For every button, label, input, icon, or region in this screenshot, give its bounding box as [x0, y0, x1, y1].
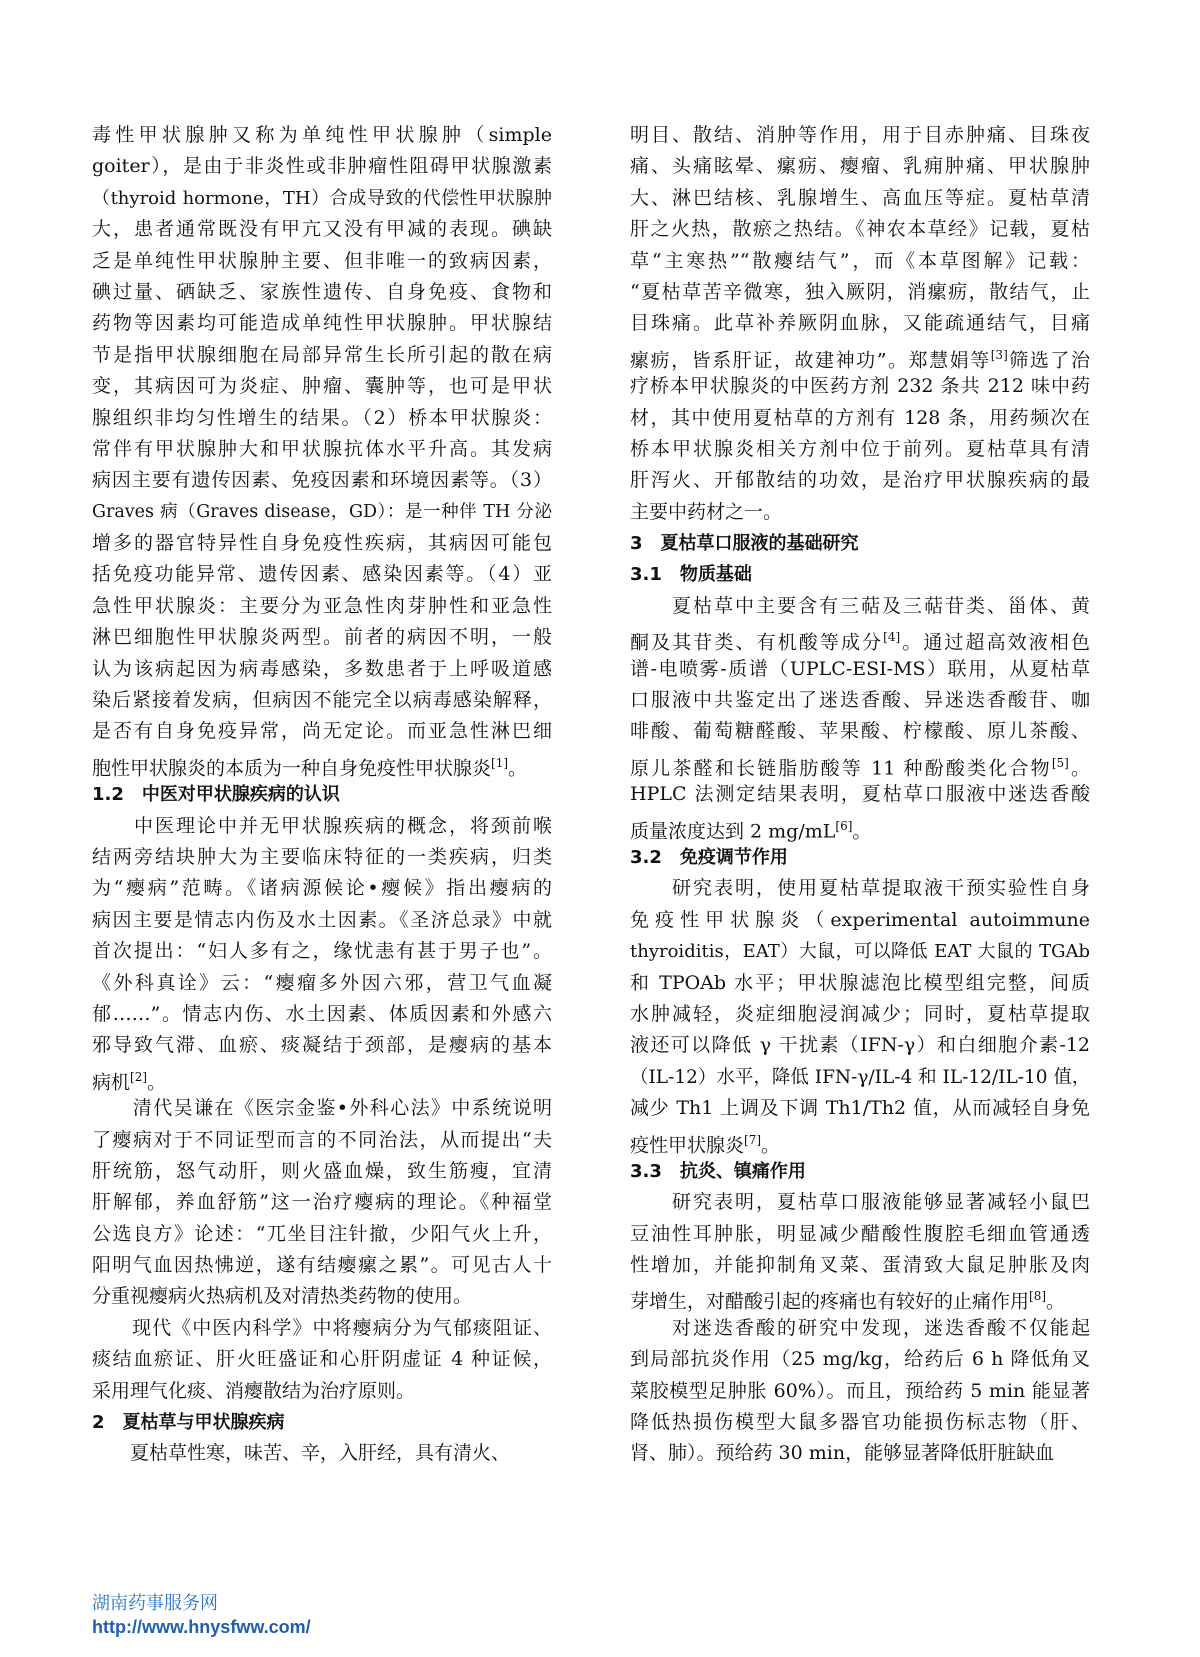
text-line: 材，其中使用夏枯草的方剂有 128 条，用药频次在 — [630, 406, 1090, 429]
text-line: 结两旁结块肿大为主要临床特征的一类疾病，归类 — [92, 845, 552, 868]
left-column — [92, 120, 552, 1470]
text-line: 常伴有甲状腺肿大和甲状腺抗体水平升高。其发病 — [92, 437, 552, 460]
text-line: 肾、肺）。预给药 30 min，能够显著降低肝脏缺血 — [630, 1442, 1055, 1465]
text-line: 肝泻火、开郁散结的功效，是治疗甲状腺疾病的最 — [630, 469, 1090, 492]
text-line: 研究表明，夏枯草口服液能够显著减轻小鼠巴 — [630, 1191, 1090, 1214]
text-line: 痛、头痛眩晕、瘰疬、瘿瘤、乳痈肿痛、甲状腺肿 — [630, 155, 1090, 178]
footer-url-link[interactable]: http://www.hnysfww.com/ — [92, 1617, 311, 1637]
text-line: 腺组织非均匀性增生的结果。（2）桥本甲状腺炎： — [92, 406, 552, 429]
text-line: HPLC 法测定结果表明，夏枯草口服液中迷迭香酸 — [630, 783, 1090, 806]
text-line: 胞性甲状腺炎的本质为一种自身免疫性甲状腺炎[1]。 — [92, 755, 528, 780]
text-line: 病因主要有遗传因素、免疫因素和环境因素等。（3） — [92, 469, 552, 492]
text-line: 降低热损伤模型大鼠多器官功能损伤标志物（肝、 — [630, 1411, 1090, 1434]
text-line: 水肿减轻，炎症细胞浸润减少；同时，夏枯草提取 — [630, 1002, 1090, 1025]
section-heading: 3.3 抗炎、镇痛作用 — [630, 1160, 806, 1182]
text-line: 研究表明，使用夏枯草提取液干预实验性自身 — [630, 877, 1090, 900]
text-line: 减少 Th1 上调及下调 Th1/Th2 值，从而减轻自身免 — [630, 1097, 1090, 1120]
citation-ref: [8] — [1029, 1289, 1047, 1304]
text-line: 增多的器官特异性自身免疫性疾病，其病因可能包 — [92, 532, 552, 555]
text-line: 芽增生，对醋酸引起的疼痛也有较好的止痛作用[8]。 — [630, 1289, 1066, 1313]
text-line: 质量浓度达到 2 mg/mL[6]。 — [630, 818, 872, 842]
text-line: 现代《中医内科学》中将瘿病分为气郁痰阻证、 — [92, 1316, 552, 1339]
text-line: 《外科真诠》云：“瘿瘤多外因六邪，营卫气血凝 — [92, 971, 552, 994]
text-line: 淋巴细胞性甲状腺炎两型。前者的病因不明，一般 — [92, 626, 552, 649]
text-line: Graves 病（Graves disease，GD）：是一种伴 TH 分泌 — [92, 501, 552, 522]
citation-ref: [7] — [744, 1132, 762, 1147]
citation-ref: [2] — [130, 1069, 148, 1084]
text-line: 肝解郁，养血舒筋”这一治疗瘿病的理论。《种福堂 — [92, 1191, 552, 1214]
text-line: 明目、散结、消肿等作用，用于目赤肿痛、目珠夜 — [630, 124, 1090, 146]
text-line: （IL-12）水平，降低 IFN-γ/IL-4 和 IL-12/IL-10 值， — [630, 1066, 1091, 1088]
text-line: 口服液中共鉴定出了迷迭香酸、异迷迭香酸苷、咖 — [630, 689, 1090, 712]
citation-ref: [5] — [1051, 755, 1069, 770]
text-line: 和 TPOAb 水平；甲状腺滤泡比模型组完整，间质 — [630, 971, 1090, 994]
text-line: 公选良方》论述：“兀坐目注针撤，少阳气火上升， — [92, 1222, 552, 1245]
text-line: 采用理气化痰、消瘿散结为治疗原则。 — [92, 1379, 416, 1402]
text-line: 夏枯草性寒，味苦、辛，入肝经，具有清火、 — [92, 1442, 511, 1465]
text-line: 认为该病起因为病毒感染，多数患者于上呼吸道感 — [92, 657, 552, 680]
footer-site-name: 湖南药事服务网 — [92, 1593, 218, 1614]
text-line: 清代吴谦在《医宗金鉴•外科心法》中系统说明 — [92, 1097, 552, 1120]
citation-ref: [4] — [883, 630, 901, 645]
text-line: 啡酸、葡萄糖醛酸、苹果酸、柠檬酸、原儿茶酸、 — [630, 720, 1090, 743]
footer — [92, 1592, 311, 1638]
text-line: 乏是单纯性甲状腺肿主要、但非唯一的致病因素， — [92, 249, 552, 272]
text-line: 疫性甲状腺炎[7]。 — [630, 1132, 781, 1156]
text-line: 谱-电喷雾-质谱（UPLC-ESI-MS）联用，从夏枯草 — [630, 657, 1090, 680]
text-line: 对迷迭香酸的研究中发现，迷迭香酸不仅能起 — [630, 1316, 1090, 1339]
text-line: 免疫性甲状腺炎（experimental autoimmune — [630, 908, 1090, 931]
text-line: 痰结血瘀证、肝火旺盛证和心肝阴虚证 4 种证候， — [92, 1348, 552, 1371]
citation-ref: [1] — [491, 755, 509, 770]
text-line: 邪导致气滞、血瘀、痰凝结于颈部，是瘿病的基本 — [92, 1034, 552, 1057]
text-line: 括免疫功能异常、遗传因素、感染因素等。（4）亚 — [92, 563, 552, 586]
text-line: 是否有自身免疫异常，尚无定论。而亚急性淋巴细 — [92, 720, 552, 743]
text-line: 药物等因素均可能造成单纯性甲状腺肿。甲状腺结 — [92, 312, 552, 335]
text-line: （thyroid hormone，TH）合成导致的代偿性甲状腺肿 — [92, 187, 552, 209]
section-heading: 3.1 物质基础 — [630, 564, 752, 586]
text-line: 了瘿病对于不同证型而言的不同治法，从而提出“夫 — [92, 1128, 552, 1151]
text-line: 菜胶模型足肿胀 60%）。而且，预给药 5 min 能显著 — [630, 1379, 1090, 1402]
text-line: 疗桥本甲状腺炎的中医药方剂 232 条共 212 味中药 — [630, 375, 1090, 398]
text-line: 阳明气血因热怫逆，遂有结瘿瘰之累”。可见古人十 — [92, 1254, 552, 1277]
section-heading: 2 夏枯草与甲状腺疾病 — [92, 1412, 285, 1434]
citation-ref: [3] — [990, 347, 1008, 362]
text-line: 大，患者通常既没有甲亢又没有甲减的表现。碘缺 — [92, 218, 552, 241]
text-line: thyroiditis，EAT）大鼠，可以降低 EAT 大鼠的 TGAb — [630, 941, 1090, 963]
text-line: 豆油性耳肿胀，明显减少醋酸性腹腔毛细血管通透 — [630, 1222, 1090, 1245]
text-line: goiter），是由于非炎性或非肿瘤性阻碍甲状腺激素 — [92, 155, 552, 178]
text-line: 主要中药材之一。 — [630, 500, 783, 523]
citation-ref: [6] — [835, 818, 853, 833]
text-line: 肝之火热，散瘀之热结。《神农本草经》记载，夏枯 — [630, 218, 1090, 241]
text-line: 首次提出：“妇人多有之，缘忧恚有甚于男子也”。 — [92, 940, 552, 963]
text-line: 原儿茶醛和长链脂肪酸等 11 种酚酸类化合物[5]。 — [630, 755, 1090, 780]
section-heading: 3.2 免疫调节作用 — [630, 846, 788, 868]
right-column — [630, 120, 1090, 1470]
text-line: 瘰疬，皆系肝证，故建神功”。郑慧娟等[3]筛选了治 — [630, 347, 1090, 372]
text-line: 碘过量、硒缺乏、家族性遗传、自身免疫、食物和 — [92, 280, 552, 303]
text-line: 肝统筋，怒气动肝，则火盛血燥，致生筋瘦，宜清 — [92, 1159, 552, 1182]
text-line: 夏枯草中主要含有三萜及三萜苷类、甾体、黄 — [630, 594, 1090, 617]
text-line: 桥本甲状腺炎相关方剂中位于前列。夏枯草具有清 — [630, 437, 1090, 460]
text-line: 节是指甲状腺细胞在局部异常生长所引起的散在病 — [92, 343, 552, 366]
text-line: 液还可以降低 γ 干扰素（IFN-γ）和白细胞介素-12 — [630, 1034, 1090, 1057]
text-line: 草“主寒热”“散瘿结气”，而《本草图解》记载： — [630, 249, 1090, 272]
text-line: 分重视瘿病火热病机及对清热类药物的使用。 — [92, 1285, 473, 1308]
text-line: 病机[2]。 — [92, 1069, 167, 1094]
text-line: 性增加，并能抑制角叉菜、蛋清致大鼠足肿胀及肉 — [630, 1254, 1090, 1277]
text-line: 中医理论中并无甲状腺疾病的概念，将颈前喉 — [92, 814, 552, 837]
text-line: 病因主要是情志内伤及水土因素。《圣济总录》中就 — [92, 908, 552, 931]
text-line: 目珠痛。此草补养厥阴血脉，又能疏通结气，目痛 — [630, 312, 1090, 335]
text-line: 为“瘿病”范畴。《诸病源候论•瘿候》指出瘿病的 — [92, 877, 552, 900]
text-line: 郁……”。情志内伤、水土因素、体质因素和外感六 — [92, 1002, 552, 1025]
text-line: 染后紧接着发病，但病因不能完全以病毒感染解释， — [92, 689, 552, 712]
text-line: 毒性甲状腺肿又称为单纯性甲状腺肿（simple — [92, 124, 552, 146]
text-line: 变，其病因可为炎症、肿瘤、囊肿等，也可是甲状 — [92, 375, 552, 398]
text-line: “夏枯草苦辛微寒，独入厥阴，消瘰疬，散结气，止 — [630, 280, 1090, 303]
section-heading: 3 夏枯草口服液的基础研究 — [630, 533, 859, 555]
section-heading: 1.2 中医对甲状腺疾病的认识 — [92, 784, 340, 806]
text-line: 大、淋巴结核、乳腺增生、高血压等症。夏枯草清 — [630, 186, 1090, 209]
text-line: 到局部抗炎作用（25 mg/kg，给药后 6 h 降低角叉 — [630, 1348, 1090, 1371]
text-line: 急性甲状腺炎：主要分为亚急性肉芽肿性和亚急性 — [92, 594, 552, 617]
text-line: 酮及其苷类、有机酸等成分[4]。通过超高效液相色 — [630, 630, 1090, 654]
